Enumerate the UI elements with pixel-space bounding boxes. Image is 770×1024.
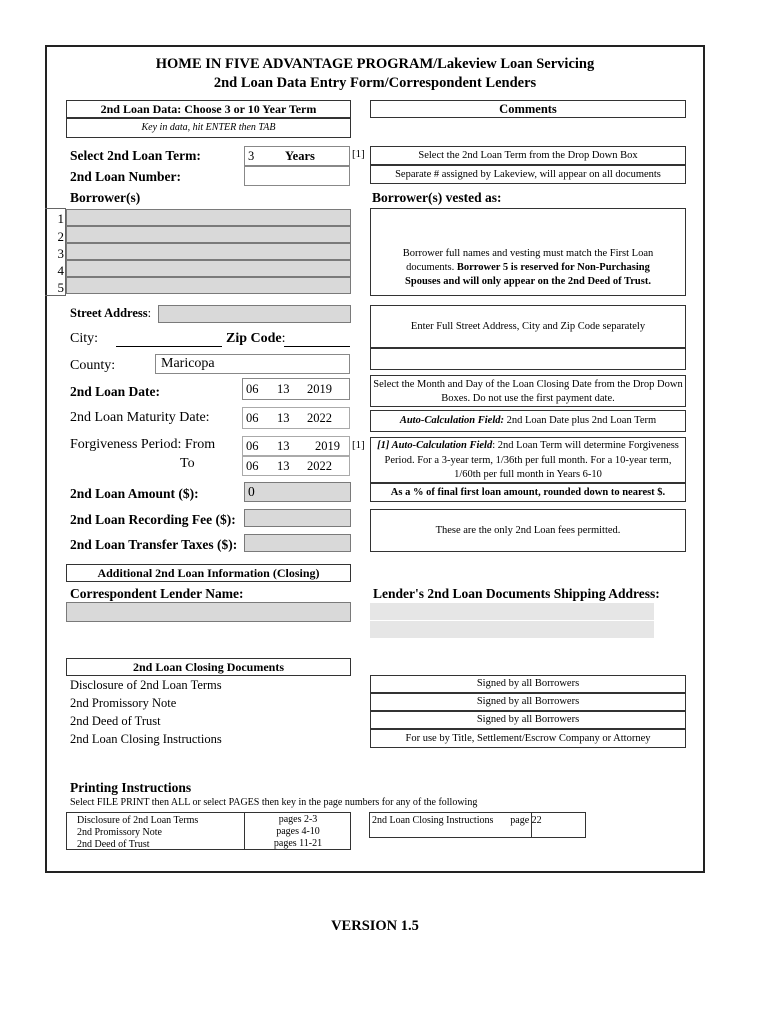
borrower-number-column [45, 208, 66, 296]
to-year: 2022 [307, 459, 332, 473]
print-extra-pages: page 22 [510, 815, 542, 826]
street-address-input[interactable] [158, 305, 351, 323]
closing-docs-heading: 2nd Loan Closing Documents [66, 658, 351, 676]
forgiveness-to-label: To [180, 456, 195, 471]
lender-name-input[interactable] [66, 602, 351, 622]
borrower-row-number: 4 [57, 263, 64, 278]
closing-doc-item: 2nd Promissory Note [70, 696, 177, 710]
shipping-address-label: Lender's 2nd Loan Documents Shipping Address: [373, 586, 660, 601]
loan-number-label: 2nd Loan Number: [70, 169, 182, 184]
closing-info-heading: Additional 2nd Loan Information (Closing) [66, 564, 351, 582]
to-month: 06 [246, 459, 259, 473]
closing-doc-note: Signed by all Borrowers [370, 711, 686, 729]
street-address-label: Street Address: [70, 306, 152, 320]
borrower-row-number: 1 [57, 211, 64, 226]
from-day: 13 [277, 439, 290, 453]
loan-number-comment: Separate # assigned by Lakeview, will appear on all documents [370, 165, 686, 184]
forgiveness-from-label: Forgiveness Period: From [70, 437, 216, 452]
print-extra-doc: 2nd Loan Closing Instructions [372, 815, 494, 826]
county-label: County: [70, 358, 116, 373]
loan-date-day[interactable]: 13 [277, 382, 290, 396]
from-year: 2019 [315, 439, 340, 453]
transfer-taxes-input[interactable] [244, 534, 351, 552]
zip-code-label: Zip Code: [226, 331, 286, 346]
forgiveness-comment-bold: [1] Auto-Calculation Field [377, 440, 493, 451]
print-pages: pages 4-10 [276, 826, 320, 837]
from-month: 06 [246, 439, 259, 453]
city-label: City: [70, 331, 99, 346]
loan-date-month[interactable]: 06 [246, 382, 259, 396]
loan-amount-input[interactable]: 0 [244, 482, 351, 502]
maturity-date-field [242, 407, 350, 429]
form-title-line1: HOME IN FIVE ADVANTAGE PROGRAM/Lakeview Loan Servicing [155, 56, 595, 72]
borrower-4-input[interactable] [66, 260, 351, 277]
comments-heading: Comments [370, 100, 686, 118]
borrower-2-input[interactable] [66, 226, 351, 243]
loan-date-label: 2nd Loan Date: [70, 384, 161, 399]
print-pages: pages 11-21 [273, 838, 323, 849]
printing-extra-table [369, 812, 586, 838]
shipping-address-line1[interactable] [370, 603, 654, 620]
recording-fee-input[interactable] [244, 509, 351, 527]
vesting-comment-bold: Borrower 5 is reserved for Non-Purchasing Spouses and will only appear on the 2nd Deed of Trust. [405, 262, 651, 287]
loan-date-input[interactable] [242, 378, 350, 400]
borrower-3-input[interactable] [66, 243, 351, 260]
maturity-date-label: 2nd Loan Maturity Date: [70, 410, 210, 425]
term-label: Select 2nd Loan Term: [70, 148, 201, 163]
printing-instruction: Select FILE PRINT then ALL or select PAGES then key in the page numbers for any of the following [70, 797, 478, 808]
borrower-row-number: 2 [57, 229, 64, 244]
maturity-month: 06 [246, 411, 259, 425]
vested-as-label: Borrower(s) vested as: [372, 190, 502, 205]
print-pages: pages 2-3 [278, 814, 318, 825]
printing-table [66, 812, 351, 850]
address-comment-spacer [370, 348, 686, 370]
city-input[interactable] [116, 331, 222, 347]
maturity-comment [370, 410, 686, 432]
loan-amount-label: 2nd Loan Amount ($): [70, 486, 199, 501]
closing-doc-note: For use by Title, Settlement/Escrow Company or Attorney [370, 729, 686, 748]
borrower-row-number: 3 [57, 246, 64, 261]
recording-fee-label: 2nd Loan Recording Fee ($): [70, 512, 236, 527]
term-note-ref: [1] [352, 148, 365, 160]
closing-doc-note: Signed by all Borrowers [370, 675, 686, 693]
fees-comment: These are the only 2nd Loan fees permitted. [370, 509, 686, 552]
loan-date-year: 2019 [307, 382, 332, 396]
maturity-year: 2022 [307, 411, 332, 425]
term-value: 3 [248, 149, 255, 163]
loan-number-input[interactable] [244, 166, 350, 186]
borrower-1-input[interactable] [66, 209, 351, 226]
version-label: VERSION 1.5 [331, 918, 419, 934]
print-doc: Disclosure of 2nd Loan Terms [77, 815, 199, 826]
maturity-comment-text: 2nd Loan Date plus 2nd Loan Term [506, 415, 657, 426]
zip-code-input[interactable] [284, 331, 350, 347]
forgiveness-note-ref: [1] [352, 439, 365, 451]
borrower-row-number: 5 [57, 280, 64, 295]
forgiveness-comment [370, 437, 686, 483]
maturity-day: 13 [277, 411, 290, 425]
print-doc: 2nd Promissory Note [77, 827, 162, 838]
printing-heading: Printing Instructions [70, 780, 192, 795]
loan-date-comment: Select the Month and Day of the Loan Closing Date from the Drop Down Boxes. Do not use the first payment date. [370, 375, 686, 407]
term-select[interactable] [244, 146, 350, 166]
address-comment: Enter Full Street Address, City and Zip Code separately [370, 305, 686, 348]
transfer-taxes-label: 2nd Loan Transfer Taxes ($): [70, 537, 238, 552]
term-unit: Years [285, 149, 315, 163]
closing-doc-item: Disclosure of 2nd Loan Terms [70, 678, 222, 692]
lender-name-label: Correspondent Lender Name: [70, 586, 244, 601]
entry-instruction: Key in data, hit ENTER then TAB [66, 118, 351, 138]
print-doc: 2nd Deed of Trust [77, 839, 150, 850]
forgiveness-from-field [242, 436, 350, 456]
vesting-comment [370, 208, 686, 296]
closing-doc-item: 2nd Loan Closing Instructions [70, 732, 222, 746]
forgiveness-to-field [242, 456, 350, 476]
to-day: 13 [277, 459, 290, 473]
forgiveness-comment-text: : 2nd Loan Term will determine Forgiveness Period. For a 3-year term, 1/36th per full month. For a 10-year term, 1/60th per full month in Years 6-10 [384, 440, 679, 480]
borrower-5-input[interactable] [66, 277, 351, 294]
form-title-line2: 2nd Loan Data Entry Form/Correspondent Lenders [213, 75, 537, 91]
closing-doc-item: 2nd Deed of Trust [70, 714, 161, 728]
shipping-address-line2[interactable] [370, 621, 654, 638]
section-heading-loan-data: 2nd Loan Data: Choose 3 or 10 Year Term [66, 100, 351, 118]
loan-amount-comment: As a % of final first loan amount, rounded down to nearest $. [370, 483, 686, 502]
maturity-comment-bold: Auto-Calculation Field: [399, 415, 504, 426]
closing-doc-note: Signed by all Borrowers [370, 693, 686, 711]
term-comment: Select the 2nd Loan Term from the Drop Down Box [370, 146, 686, 165]
borrowers-label: Borrower(s) [70, 190, 141, 205]
vesting-comment-text: Borrower full names and vesting must match the First Loan documents. [402, 248, 654, 273]
county-select[interactable]: Maricopa [155, 354, 350, 374]
